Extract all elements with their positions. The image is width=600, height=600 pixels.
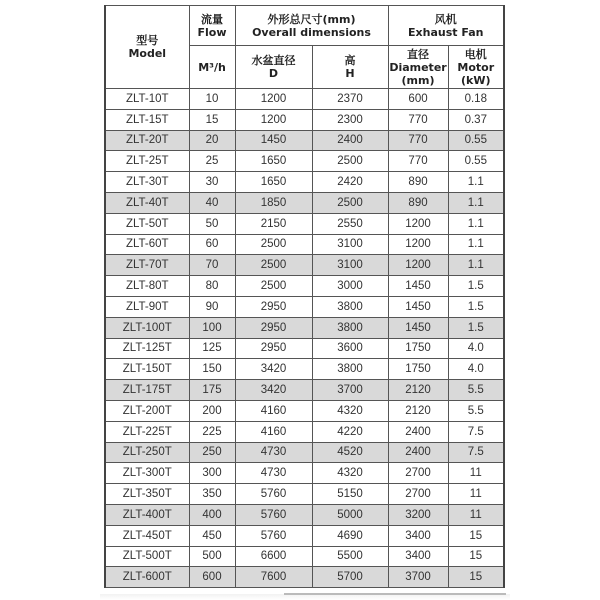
- table-row: [105, 380, 504, 401]
- cell-flow: 30: [189, 172, 235, 193]
- cell-flow: 10: [189, 89, 235, 110]
- cell-model: ZLT-175T: [105, 380, 189, 401]
- cell-d: 1450: [235, 130, 312, 151]
- cell-dia: 600: [388, 89, 448, 110]
- spec-table-container: [104, 5, 503, 588]
- cell-d: 1200: [235, 109, 312, 130]
- table-row: [105, 338, 504, 359]
- header-h-zh: 高: [344, 54, 356, 67]
- cell-dia: 3700: [388, 567, 448, 588]
- header-diameter-zh: 直径: [407, 47, 430, 61]
- cell-motor: 5.5: [448, 400, 504, 421]
- cell-d: 4730: [235, 442, 312, 463]
- cell-motor: 11: [448, 484, 504, 505]
- header-motor-unit: (kW): [461, 73, 491, 87]
- header-motor-en: Motor: [457, 60, 495, 74]
- cell-dia: 890: [388, 172, 448, 193]
- cell-dia: 2400: [388, 421, 448, 442]
- table-row: [105, 546, 504, 567]
- cell-d: 5760: [235, 484, 312, 505]
- table-row: [105, 421, 504, 442]
- cell-h: 3100: [312, 234, 388, 255]
- table-row: [105, 463, 504, 484]
- page-bottom-line: [284, 593, 506, 595]
- cell-model: ZLT-600T: [105, 567, 189, 588]
- cell-d: 2500: [235, 255, 312, 276]
- cell-flow: 250: [189, 442, 235, 463]
- header-flow: [189, 6, 235, 46]
- flow-unit-text: M³/h: [198, 60, 226, 74]
- cell-dia: 3400: [388, 546, 448, 567]
- cell-model: ZLT-250T: [105, 442, 189, 463]
- cell-h: 2420: [312, 172, 388, 193]
- spec-table: [104, 5, 505, 588]
- cell-model: ZLT-25T: [105, 151, 189, 172]
- header-model: [105, 6, 189, 89]
- cell-dia: 2120: [388, 400, 448, 421]
- cell-h: 4690: [312, 525, 388, 546]
- header-dimensions-en: Overall dimensions: [252, 25, 371, 39]
- table-row: [105, 359, 504, 380]
- cell-flow: 200: [189, 400, 235, 421]
- table-row: [105, 151, 504, 172]
- cell-flow: 400: [189, 504, 235, 525]
- cell-model: ZLT-125T: [105, 338, 189, 359]
- cell-motor: 1.1: [448, 234, 504, 255]
- cell-motor: 11: [448, 463, 504, 484]
- header-h-en: H: [345, 67, 355, 80]
- header-d-en: D: [268, 67, 279, 80]
- cell-motor: 15: [448, 546, 504, 567]
- cell-d: 6600: [235, 546, 312, 567]
- cell-model: ZLT-400T: [105, 504, 189, 525]
- cell-dia: 770: [388, 109, 448, 130]
- header-fan-zh: 风机: [434, 12, 457, 26]
- header-diameter: [388, 46, 448, 89]
- cell-h: 3800: [312, 296, 388, 317]
- cell-d: 2500: [235, 276, 312, 297]
- cell-model: ZLT-60T: [105, 234, 189, 255]
- cell-flow: 600: [189, 567, 235, 588]
- cell-h: 4320: [312, 400, 388, 421]
- cell-h: 2550: [312, 213, 388, 234]
- cell-dia: 2120: [388, 380, 448, 401]
- table-row: [105, 567, 504, 588]
- cell-flow: 500: [189, 546, 235, 567]
- cell-h: 2500: [312, 192, 388, 213]
- header-fan: [388, 6, 504, 46]
- table-row: [105, 484, 504, 505]
- cell-d: 2950: [235, 317, 312, 338]
- table-row: [105, 296, 504, 317]
- cell-d: 3420: [235, 380, 312, 401]
- cell-flow: 175: [189, 380, 235, 401]
- cell-model: ZLT-15T: [105, 109, 189, 130]
- cell-motor: 0.55: [448, 130, 504, 151]
- cell-flow: 80: [189, 276, 235, 297]
- header-flow-unit: [189, 46, 235, 89]
- cell-h: 3100: [312, 255, 388, 276]
- cell-d: 3420: [235, 359, 312, 380]
- cell-h: 3800: [312, 359, 388, 380]
- cell-motor: 1.5: [448, 296, 504, 317]
- cell-model: ZLT-20T: [105, 130, 189, 151]
- cell-model: ZLT-200T: [105, 400, 189, 421]
- header-h: [312, 46, 388, 89]
- cell-flow: 50: [189, 213, 235, 234]
- cell-d: 7600: [235, 567, 312, 588]
- cell-motor: 15: [448, 567, 504, 588]
- cell-motor: 0.55: [448, 151, 504, 172]
- cell-model: ZLT-30T: [105, 172, 189, 193]
- cell-dia: 1450: [388, 276, 448, 297]
- cell-motor: 1.1: [448, 213, 504, 234]
- header-flow-en: Flow: [197, 25, 227, 39]
- cell-motor: 1.1: [448, 192, 504, 213]
- table-row: [105, 400, 504, 421]
- table-row: [105, 504, 504, 525]
- cell-motor: 15: [448, 525, 504, 546]
- cell-model: ZLT-90T: [105, 296, 189, 317]
- table-row: [105, 130, 504, 151]
- cell-motor: 4.0: [448, 338, 504, 359]
- cell-flow: 20: [189, 130, 235, 151]
- cell-dia: 1200: [388, 255, 448, 276]
- cell-h: 2500: [312, 151, 388, 172]
- cell-motor: 1.5: [448, 276, 504, 297]
- table-row: [105, 442, 504, 463]
- cell-flow: 125: [189, 338, 235, 359]
- cell-d: 4160: [235, 421, 312, 442]
- table-row: [105, 172, 504, 193]
- cell-h: 3600: [312, 338, 388, 359]
- cell-flow: 70: [189, 255, 235, 276]
- table-body: [105, 89, 504, 588]
- table-row: [105, 109, 504, 130]
- header-fan-en: Exhaust Fan: [408, 25, 484, 39]
- cell-motor: 11: [448, 504, 504, 525]
- cell-model: ZLT-70T: [105, 255, 189, 276]
- header-dimensions-zh: 外形总尺寸(mm): [267, 12, 356, 26]
- cell-motor: 1.1: [448, 255, 504, 276]
- cell-h: 2400: [312, 130, 388, 151]
- header-diameter-en: Diameter: [389, 60, 447, 74]
- table-row: [105, 89, 504, 110]
- cell-d: 4160: [235, 400, 312, 421]
- cell-d: 1650: [235, 151, 312, 172]
- table-row: [105, 192, 504, 213]
- table-row: [105, 317, 504, 338]
- cell-flow: 300: [189, 463, 235, 484]
- cell-flow: 60: [189, 234, 235, 255]
- cell-dia: 3400: [388, 525, 448, 546]
- cell-model: ZLT-50T: [105, 213, 189, 234]
- cell-flow: 100: [189, 317, 235, 338]
- header-model-en: Model: [128, 47, 167, 60]
- cell-h: 4320: [312, 463, 388, 484]
- cell-model: ZLT-300T: [105, 463, 189, 484]
- cell-motor: 5.5: [448, 380, 504, 401]
- cell-h: 5000: [312, 504, 388, 525]
- cell-model: ZLT-100T: [105, 317, 189, 338]
- cell-motor: 7.5: [448, 421, 504, 442]
- cell-flow: 225: [189, 421, 235, 442]
- cell-motor: 1.1: [448, 172, 504, 193]
- cell-d: 1850: [235, 192, 312, 213]
- cell-motor: 4.0: [448, 359, 504, 380]
- cell-dia: 890: [388, 192, 448, 213]
- cell-dia: 1450: [388, 317, 448, 338]
- header-d: [235, 46, 312, 89]
- cell-h: 2370: [312, 89, 388, 110]
- cell-model: ZLT-500T: [105, 546, 189, 567]
- cell-flow: 450: [189, 525, 235, 546]
- header-flow-zh: 流量: [201, 12, 223, 26]
- table-row: [105, 525, 504, 546]
- cell-d: 2150: [235, 213, 312, 234]
- cell-motor: 1.5: [448, 317, 504, 338]
- cell-dia: 770: [388, 151, 448, 172]
- cell-d: 1200: [235, 89, 312, 110]
- cell-motor: 7.5: [448, 442, 504, 463]
- cell-h: 4220: [312, 421, 388, 442]
- cell-dia: 1750: [388, 359, 448, 380]
- cell-dia: 770: [388, 130, 448, 151]
- cell-h: 5150: [312, 484, 388, 505]
- table-row: [105, 213, 504, 234]
- cell-dia: 1200: [388, 213, 448, 234]
- table-row: [105, 234, 504, 255]
- header-motor-zh: 电机: [464, 47, 487, 61]
- cell-dia: 2700: [388, 484, 448, 505]
- cell-h: 2300: [312, 109, 388, 130]
- cell-d: 4730: [235, 463, 312, 484]
- cell-model: ZLT-225T: [105, 421, 189, 442]
- cell-h: 3000: [312, 276, 388, 297]
- table-row: [105, 255, 504, 276]
- header-diameter-unit: (mm): [401, 73, 435, 87]
- header-d-zh: 水盆直径: [251, 54, 296, 67]
- table-row: [105, 276, 504, 297]
- cell-h: 5500: [312, 546, 388, 567]
- cell-h: 4520: [312, 442, 388, 463]
- cell-h: 5700: [312, 567, 388, 588]
- cell-model: ZLT-40T: [105, 192, 189, 213]
- cell-dia: 1450: [388, 296, 448, 317]
- cell-model: ZLT-450T: [105, 525, 189, 546]
- cell-flow: 15: [189, 109, 235, 130]
- cell-model: ZLT-350T: [105, 484, 189, 505]
- cell-dia: 3200: [388, 504, 448, 525]
- cell-h: 3700: [312, 380, 388, 401]
- cell-model: ZLT-150T: [105, 359, 189, 380]
- cell-dia: 2700: [388, 463, 448, 484]
- cell-dia: 1750: [388, 338, 448, 359]
- cell-flow: 150: [189, 359, 235, 380]
- cell-d: 1650: [235, 172, 312, 193]
- header-motor: [448, 46, 504, 89]
- cell-flow: 350: [189, 484, 235, 505]
- cell-model: ZLT-10T: [105, 89, 189, 110]
- header-dimensions: [235, 6, 388, 46]
- cell-motor: 0.18: [448, 89, 504, 110]
- cell-flow: 40: [189, 192, 235, 213]
- header-model-zh: 型号: [136, 34, 159, 47]
- cell-d: 2500: [235, 234, 312, 255]
- cell-dia: 1200: [388, 234, 448, 255]
- cell-h: 3800: [312, 317, 388, 338]
- cell-d: 2950: [235, 338, 312, 359]
- cell-d: 5760: [235, 504, 312, 525]
- cell-flow: 90: [189, 296, 235, 317]
- cell-d: 5760: [235, 525, 312, 546]
- cell-flow: 25: [189, 151, 235, 172]
- cell-dia: 2400: [388, 442, 448, 463]
- cell-model: ZLT-80T: [105, 276, 189, 297]
- cell-d: 2950: [235, 296, 312, 317]
- cell-motor: 0.37: [448, 109, 504, 130]
